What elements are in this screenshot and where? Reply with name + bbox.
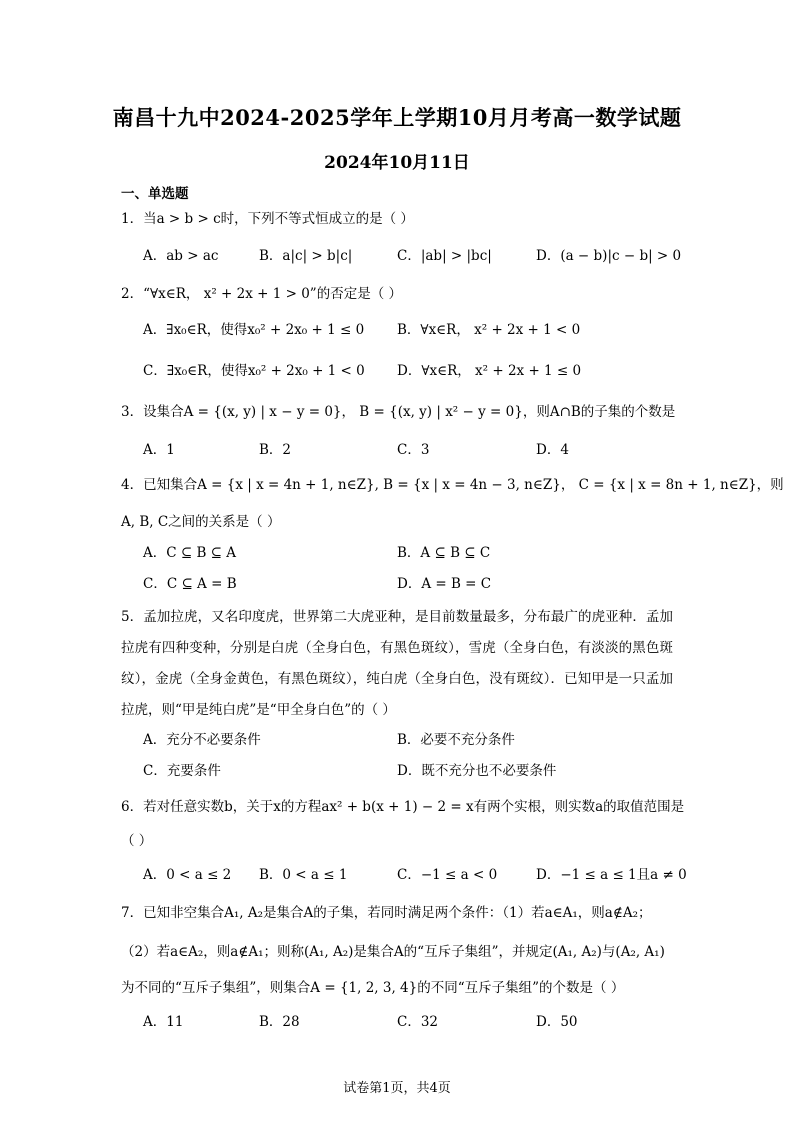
question-7-stem-cont: （2）若a∈A₂，则a∉A₁；则称(A₁, A₂)是集合A的“互斥子集组”，并规定(A₁, A₂)与(A₂, A₁) — [121, 944, 665, 960]
q6-option-b: B．0 < a ≤ 1 — [259, 867, 348, 883]
question-2-stem: 2．“∀x∈R， x² + 2x + 1 > 0”的否定是（ ） — [121, 286, 402, 302]
q3-option-c: C．3 — [397, 442, 430, 458]
q1-option-b: B．a|c| > b|c| — [259, 248, 353, 264]
q3-option-d: D．4 — [536, 442, 569, 458]
q5-option-d: D．既不充分也不必要条件 — [397, 763, 557, 779]
exam-date: 2024年10月11日 — [324, 153, 470, 173]
q7-option-b: B．28 — [259, 1014, 300, 1030]
q5-option-a: A．充分不必要条件 — [143, 732, 261, 748]
q7-option-a: A．11 — [143, 1014, 184, 1030]
q4-option-a: A．C ⊆ B ⊆ A — [143, 545, 237, 561]
q1-option-d: D．(a − b)|c − b| > 0 — [536, 248, 682, 264]
section-title: 一、单选题 — [121, 186, 189, 202]
q7-option-d: D．50 — [536, 1014, 578, 1030]
q2-option-d: D．∀x∈R， x² + 2x + 1 ≤ 0 — [397, 363, 582, 379]
q4-option-c: C．C ⊆ A = B — [143, 576, 237, 592]
q3-option-a: A．1 — [143, 442, 175, 458]
q5-option-b: B．必要不充分条件 — [397, 732, 515, 748]
q6-option-d: D．−1 ≤ a ≤ 1且a ≠ 0 — [536, 867, 687, 883]
q1-option-a: A．ab > ac — [143, 248, 219, 264]
q6-option-a: A．0 < a ≤ 2 — [143, 867, 232, 883]
question-4-stem-cont: A, B, C之间的关系是（ ） — [121, 514, 281, 530]
q2-option-a: A．∃x₀∈R，使得x₀² + 2x₀ + 1 ≤ 0 — [143, 322, 365, 338]
q2-option-b: B．∀x∈R， x² + 2x + 1 < 0 — [397, 322, 581, 338]
q2-option-c: C．∃x₀∈R，使得x₀² + 2x₀ + 1 < 0 — [143, 363, 365, 379]
q1-option-c: C．|ab| > |bc| — [397, 248, 492, 264]
page-footer: 试卷第1页，共4页 — [343, 1081, 451, 1096]
exam-title: 南昌十九中2024-2025学年上学期10月月考高一数学试题 — [112, 105, 682, 130]
question-6-stem-cont: （ ） — [121, 833, 153, 849]
question-6-stem: 6．若对任意实数b，关于x的方程ax² + b(x + 1) − 2 = x有两个实根，则实数a的取值范围是 — [121, 799, 685, 815]
question-5-stem: 5．孟加拉虎，又名印度虎，世界第二大虎亚种，是目前数量最多，分布最广的虎亚种．孟加拉虎有四种变种，分别是白虎（全身白色，有黑色斑纹），雪虎（全身白色，有淡淡的黑色斑纹），金虎（全身金黄色，有黑色斑纹），纯白虎（全身白色，没有斑纹）．已知甲是一只孟加拉虎，则“甲是纯白虎”是“甲全身白色”的（ ） — [121, 609, 673, 718]
question-7-stem: 7．已知非空集合A₁, A₂是集合A的子集，若同时满足两个条件：（1）若a∈A₁，则a∉A₂； — [121, 905, 652, 921]
question-1-stem: 1．当a > b > c时，下列不等式恒成立的是（ ） — [121, 211, 414, 227]
q3-option-b: B．2 — [259, 442, 292, 458]
q6-option-c: C．−1 ≤ a < 0 — [397, 867, 498, 883]
q4-option-b: B．A ⊆ B ⊆ C — [397, 545, 491, 561]
question-4-stem: 4．已知集合A = {x | x = 4n + 1, n∈Z}, B = {x | x = 4n − 3, n∈Z}， C = {x | x = 8n + 1, n∈Z}，则 — [121, 477, 784, 493]
q5-option-c: C．充要条件 — [143, 763, 221, 779]
q4-option-d: D．A = B = C — [397, 576, 492, 592]
q7-option-c: C．32 — [397, 1014, 439, 1030]
question-7-stem-cont-2: 为不同的“互斥子集组”，则集合A = {1, 2, 3, 4}的不同“互斥子集组”的个数是（ ） — [121, 980, 625, 996]
question-3-stem: 3．设集合A = {(x, y) | x − y = 0}， B = {(x, y) | x² − y = 0}，则A∩B的子集的个数是 — [121, 404, 676, 420]
